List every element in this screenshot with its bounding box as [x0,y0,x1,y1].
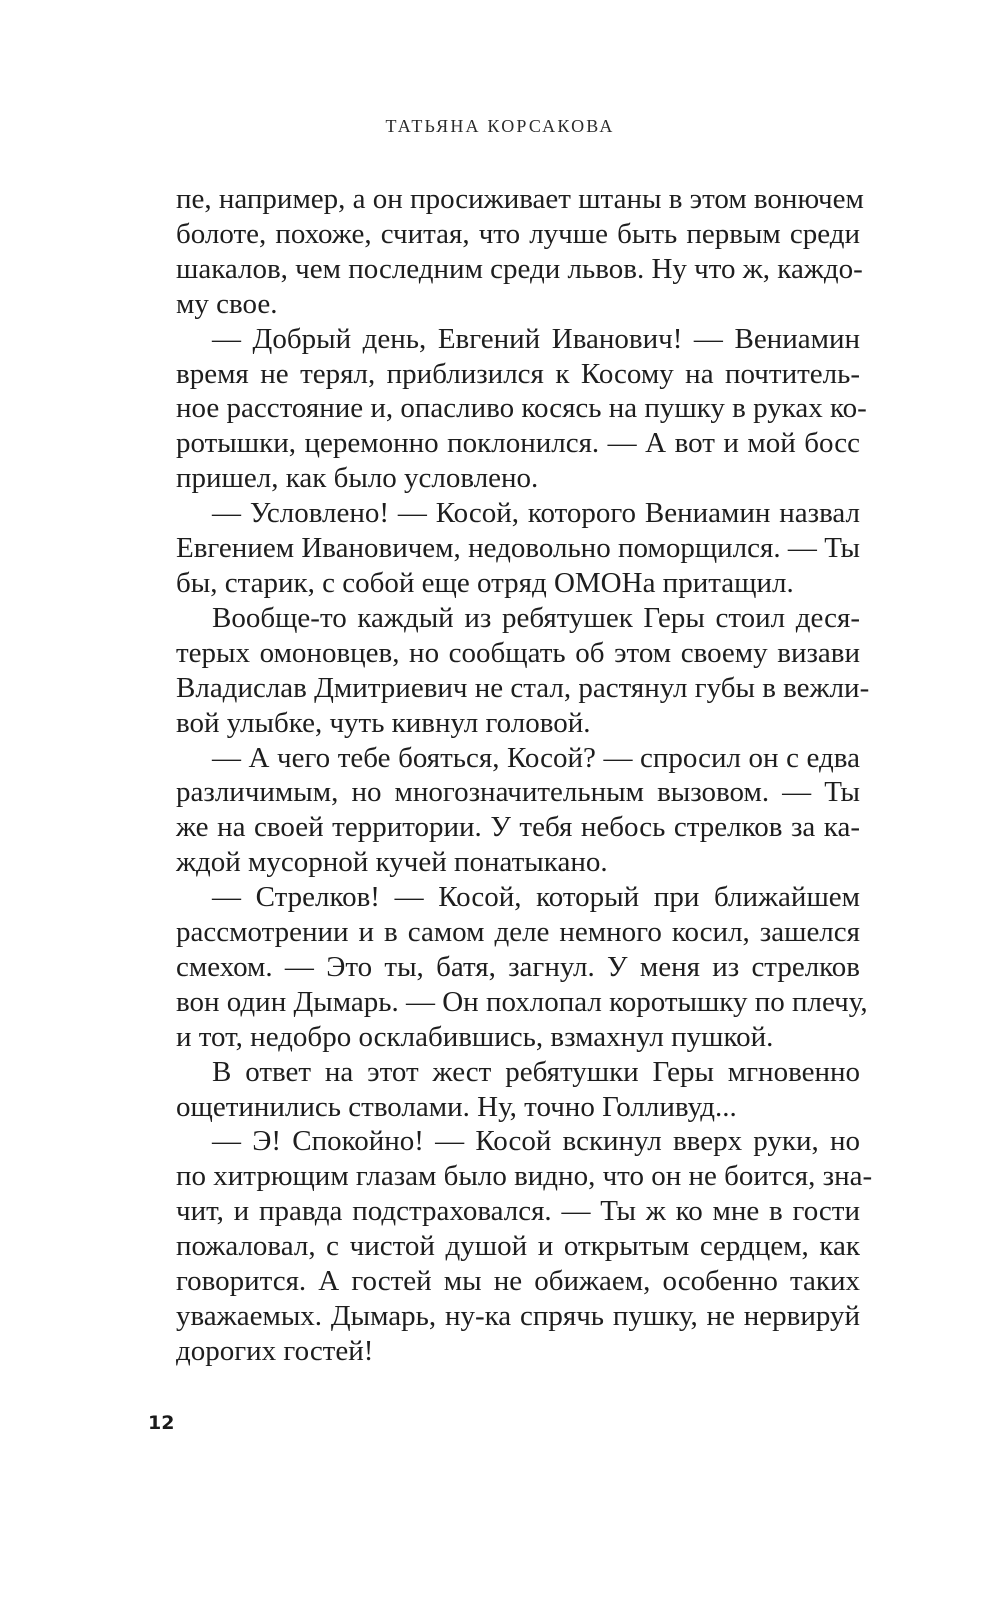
text-line: по хитрющим глазам было видно, что он не боится, зна- [176,1160,873,1193]
text-line: ротышки, церемонно поклонился. — А вот и мой босс [176,427,860,460]
text-line: бы, старик, с собой еще отряд ОМОНа притащил. [176,566,794,599]
text-line: пришел, как было условлено. [176,462,539,495]
text-line: Владислав Дмитриевич не стал, растянул губы в вежли- [176,671,870,704]
body-text [176,182,873,1369]
text-line: смехом. — Это ты, батя, загнул. У меня из стрелков [176,950,860,983]
text-line: дорогих гостей! [176,1334,374,1367]
running-head: ТАТЬЯНА КОРСАКОВА [385,116,615,136]
text-line: ощетинились стволами. Ну, точно Голливуд... [176,1090,737,1123]
text-line: уважаемых. Дымарь, ну-ка спрячь пушку, не нервируй [176,1300,860,1332]
text-line: различимым, но многозначительным вызовом. — Ты [176,776,860,809]
text-line: пожаловал, с чистой душой и открытым сердцем, как [176,1230,860,1263]
text-line: ное расстояние и, опасливо косясь на пушку в руках ко- [176,392,867,425]
page-number: 12 [148,1412,175,1434]
text-line: болоте, похоже, считая, что лучше быть первым среди [176,217,860,250]
text-line: говорится. А гостей мы не обижаем, особенно таких [176,1265,860,1298]
text-line: — Э! Спокойно! — Косой вскинул вверх руки, но [212,1125,860,1158]
text-line: В ответ на этот жест ребятушки Геры мгновенно [212,1055,860,1088]
text-line: Евгением Ивановичем, недовольно поморщился. — Ты [176,532,860,565]
text-line: вой улыбке, чуть кивнул головой. [176,706,591,739]
text-line: — Условлено! — Косой, которого Вениамин назвал [212,497,860,530]
text-line: терых омоновцев, но сообщать об этом своему визави [176,636,860,669]
text-line: чит, и правда подстраховался. — Ты ж ко мне в гости [176,1195,860,1228]
text-line: же на своей территории. У тебя небось стрелков за ка- [176,811,860,844]
text-line: вон один Дымарь. — Он похлопал коротышку по плечу, [176,985,868,1018]
text-line: — Стрелков! — Косой, который при ближайшем [212,881,860,914]
text-line: — А чего тебе бояться, Косой? — спросил он с едва [212,741,860,774]
text-line: и тот, недобро осклабившись, взмахнул пушкой. [176,1020,774,1053]
text-line: время не терял, приблизился к Косому на почтитель- [176,357,860,390]
text-line: — Добрый день, Евгений Иванович! — Вениамин [212,322,860,355]
text-line: рассмотрении и в самом деле немного косил, зашелся [176,916,860,949]
text-line: ждой мусорной кучей понатыкано. [176,846,608,879]
text-line: му свое. [176,287,278,320]
text-line: Вообще-то каждый из ребятушек Геры стоил деся- [212,601,860,634]
text-line: шакалов, чем последним среди львов. Ну что ж, каждо- [176,252,863,285]
text-line: пе, например, а он просиживает штаны в этом вонючем [176,183,864,215]
